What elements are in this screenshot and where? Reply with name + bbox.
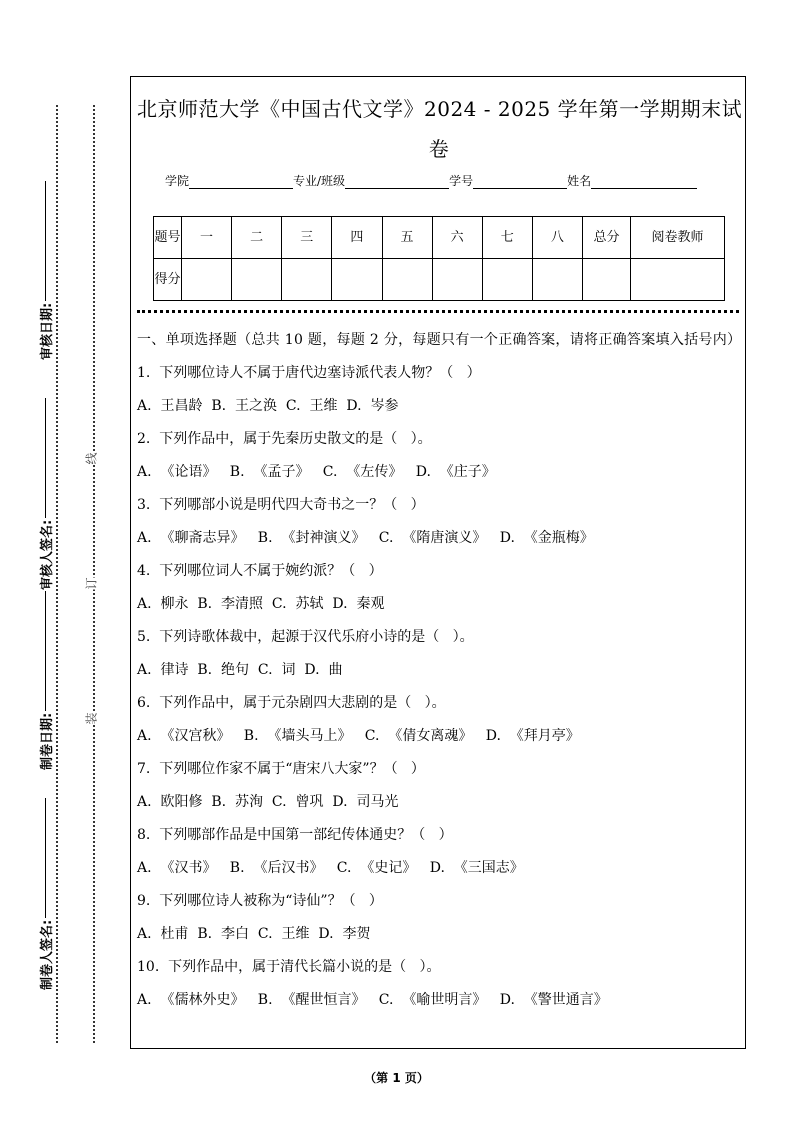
- reviewer-signature-text: 审核人签名:: [40, 519, 55, 590]
- question-7-options: A. 欧阳修 B. 苏洵 C. 曾巩 D. 司马光: [137, 794, 399, 810]
- name-field[interactable]: [591, 177, 697, 189]
- score-cell-total[interactable]: [583, 259, 631, 301]
- section-1-heading: 一、单项选择题（总共 10 题，每题 2 分，每题只有一个正确答案，请将正确答案填入括号内）: [137, 332, 742, 348]
- score-col-1: 一: [182, 217, 232, 259]
- preparation-date-label: [36, 591, 55, 770]
- question-8: 8. 下列哪部作品是中国第一部纪传体通史？（ ）: [137, 827, 453, 843]
- score-cell[interactable]: [332, 259, 382, 301]
- score-row-header: 得分: [154, 259, 182, 301]
- question-4-options: A. 柳永 B. 李清照 C. 苏轼 D. 秦观: [137, 596, 385, 612]
- question-2: 2. 下列作品中，属于先秦历史散文的是（ ）。: [137, 431, 432, 447]
- question-number-header: 题号: [154, 217, 182, 259]
- question-7: 7. 下列哪位作家不属于“唐宋八大家”？（ ）: [137, 761, 425, 777]
- score-cell[interactable]: [482, 259, 532, 301]
- college-field[interactable]: [189, 177, 293, 189]
- exam-frame: [130, 76, 746, 1049]
- reviewer-signature-blank[interactable]: [45, 398, 46, 518]
- review-date-label: [36, 181, 55, 360]
- page-number: （第 1 页）: [364, 1071, 429, 1085]
- preparer-signature-blank[interactable]: [45, 798, 46, 918]
- score-col-6: 六: [432, 217, 482, 259]
- binding-line-outer: [56, 105, 58, 1043]
- student-id-label: 学号: [449, 174, 474, 188]
- score-col-total: 总分: [583, 217, 631, 259]
- question-10: 10. 下列作品中，属于清代长篇小说的是（ ）。: [137, 959, 441, 975]
- review-date-text: 审核日期:: [40, 302, 55, 360]
- exam-title: [131, 89, 747, 169]
- question-8-options: A. 《汉书》 B. 《后汉书》 C. 《史记》 D. 《三国志》: [137, 860, 524, 876]
- binding-mark-line: 线: [81, 452, 102, 464]
- question-6-options: A. 《汉宫秋》 B. 《墙头马上》 C. 《倩女离魂》 D. 《拜月亭》: [137, 728, 580, 744]
- question-6: 6. 下列作品中，属于元杂剧四大悲剧的是（ ）。: [137, 695, 446, 711]
- college-label: 学院: [165, 174, 190, 188]
- score-cell[interactable]: [282, 259, 332, 301]
- dotted-separator: [137, 310, 739, 313]
- score-table: [153, 216, 725, 301]
- question-9-options: A. 杜甫 B. 李白 C. 王维 D. 李贺: [137, 926, 371, 942]
- score-col-5: 五: [382, 217, 432, 259]
- name-label: 姓名: [567, 174, 592, 188]
- review-date-blank[interactable]: [45, 181, 46, 301]
- score-cell[interactable]: [532, 259, 582, 301]
- question-3-options: A. 《聊斋志异》 B. 《封神演义》 C. 《隋唐演义》 D. 《金瓶梅》: [137, 530, 594, 546]
- question-3: 3. 下列哪部小说是明代四大奇书之一？（ ）: [137, 497, 425, 513]
- question-5: 5. 下列诗歌体裁中，起源于汉代乐府小诗的是（ ）。: [137, 629, 474, 645]
- score-table-score-row: [154, 259, 725, 301]
- title-line-2: 卷: [428, 137, 450, 161]
- score-col-8: 八: [532, 217, 582, 259]
- score-col-7: 七: [482, 217, 532, 259]
- score-col-4: 四: [332, 217, 382, 259]
- reviewer-signature-label: [36, 398, 55, 590]
- preparer-signature-text: 制卷人签名:: [40, 919, 55, 990]
- score-table-header-row: [154, 217, 725, 259]
- binding-mark-staple: 订: [81, 577, 102, 589]
- section-1: [137, 329, 742, 1021]
- score-cell[interactable]: [232, 259, 282, 301]
- question-5-options: A. 律诗 B. 绝句 C. 词 D. 曲: [137, 662, 343, 678]
- question-4: 4. 下列哪位词人不属于婉约派？（ ）: [137, 563, 383, 579]
- question-9: 9. 下列哪位诗人被称为“诗仙”？（ ）: [137, 893, 383, 909]
- student-info-row: [165, 172, 697, 189]
- question-10-options: A. 《儒林外史》 B. 《醒世恒言》 C. 《喻世明言》 D. 《警世通言》: [137, 992, 608, 1008]
- preparation-date-blank[interactable]: [45, 591, 46, 711]
- major-label: 专业/班级: [293, 174, 346, 188]
- score-cell-grader[interactable]: [631, 259, 725, 301]
- preparation-date-text: 制卷日期:: [40, 712, 55, 770]
- binding-mark-bind: 装: [81, 712, 102, 724]
- title-line-1: 北京师范大学《中国古代文学》2024 - 2025 学年第一学期期末试: [137, 97, 743, 121]
- score-cell[interactable]: [382, 259, 432, 301]
- student-id-field[interactable]: [473, 177, 567, 189]
- question-1: 1. 下列哪位诗人不属于唐代边塞诗派代表人物？（ ）: [137, 365, 481, 381]
- score-cell[interactable]: [182, 259, 232, 301]
- major-field[interactable]: [345, 177, 449, 189]
- score-col-2: 二: [232, 217, 282, 259]
- question-1-options: A. 王昌龄 B. 王之涣 C. 王维 D. 岑参: [137, 398, 399, 414]
- score-col-3: 三: [282, 217, 332, 259]
- preparer-signature-label: [36, 798, 55, 990]
- binding-line-inner: [93, 105, 95, 1043]
- score-cell[interactable]: [432, 259, 482, 301]
- score-col-grader: 阅卷教师: [631, 217, 725, 259]
- question-2-options: A. 《论语》 B. 《孟子》 C. 《左传》 D. 《庄子》: [137, 464, 496, 480]
